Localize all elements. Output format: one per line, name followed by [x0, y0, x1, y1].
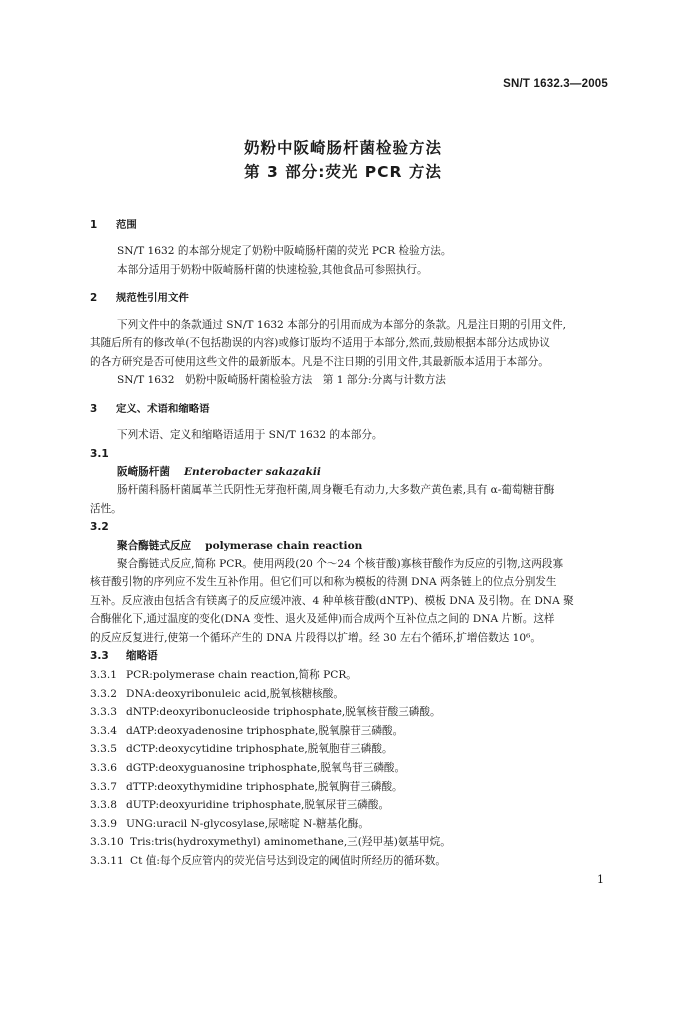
abbreviation-text: DNA:deoxyribonuleic acid,脱氧核糖核酸。 [126, 687, 344, 700]
standard-code: SN/T 1632.3—2005 [503, 78, 608, 90]
abbreviation-number: 3.3.7 [90, 780, 117, 793]
abbreviation-text: dCTP:deoxycytidine triphosphate,脱氧胞苷三磷酸。 [126, 743, 393, 756]
term-chinese: 阪崎肠杆菌 [117, 466, 170, 478]
abbreviation-number: 3.3.10 [90, 836, 124, 849]
definition: 活性。 [90, 503, 122, 515]
abbreviation-item [90, 798, 605, 812]
abbreviation-item [90, 705, 605, 719]
abbreviation-item [90, 817, 605, 831]
abbreviation-item [90, 668, 605, 682]
normative-reference: SN/T 1632 奶粉中阪崎肠杆菌检验方法 第 1 部分:分离与计数方法 [117, 374, 446, 386]
abbreviation-number: 3.3.6 [90, 762, 117, 774]
abbreviation-item [90, 854, 605, 868]
paragraph: 本部分适用于奶粉中阪崎肠杆菌的快速检验,其他食品可参照执行。 [117, 264, 428, 276]
abbreviation-text: dUTP:deoxyuridine triphosphate,脱氧尿苷三磷酸。 [126, 799, 390, 812]
document-subtitle: 第 3 部分:荧光 PCR 方法 [244, 163, 442, 181]
abbreviation-text: dGTP:deoxyguanosine triphosphate,脱氧鸟苷三磷酸。 [126, 762, 406, 774]
abbreviation-number: 3.3.2 [90, 687, 117, 700]
clause-number: 3.1 [90, 448, 109, 460]
section-number: 1 [90, 219, 98, 231]
abbreviation-number: 3.3.11 [90, 855, 124, 867]
abbreviation-number: 3.3.4 [90, 724, 117, 737]
section-1-heading [90, 218, 605, 232]
abbreviation-item [90, 742, 605, 756]
definition: 合酶催化下,通过温度的变化(DNA 变性、退火及延伸)而合成两个互补位点之间的 DNA 片断。这样 [90, 613, 555, 625]
abbreviation-text: PCR:polymerase chain reaction,简称 PCR。 [126, 669, 357, 681]
definition: 的反应反复进行,使第一个循环产生的 DNA 片段得以扩增。经 30 左右个循环,扩增倍数达 10⁶。 [90, 632, 541, 644]
term-english: polymerase chain reaction [205, 540, 363, 552]
abbreviation-item [90, 780, 605, 794]
document-title: 奶粉中阪崎肠杆菌检验方法 [243, 139, 442, 157]
abbreviation-text: dNTP:deoxyribonucleoside triphosphate,脱氧核苷酸三磷酸。 [126, 706, 441, 719]
abbreviation-text: dATP:deoxyadenosine triphosphate,脱氧腺苷三磷酸。 [126, 724, 404, 737]
definition: 聚合酶链式反应,简称 PCR。使用两段(20 个～24 个核苷酸)寡核苷酸作为反应的引物,这两段寡 [117, 558, 564, 570]
section-number: 3 [90, 403, 98, 415]
definition: 互补。反应液由包括含有镁离子的反应缓冲液、4 种单核苷酸(dNTP)、模板 DNA 及引物。在 DNA 聚 [90, 595, 574, 607]
paragraph: 其随后所有的修改单(不包括勘误的内容)或修订版均不适用于本部分,然而,鼓励根据本部分达成协议 [90, 337, 550, 349]
paragraph: 下列术语、定义和缩略语适用于 SN/T 1632 的本部分。 [117, 429, 383, 441]
term-entry [117, 465, 632, 479]
paragraph: SN/T 1632 的本部分规定了奶粉中阪崎肠杆菌的荧光 PCR 检验方法。 [117, 245, 452, 257]
abbreviation-item [90, 687, 605, 701]
abbreviations-heading [90, 649, 605, 663]
definition: 肠杆菌科肠杆菌属革兰氏阴性无芽孢杆菌,周身鞭毛有动力,大多数产黄色素,具有 α-葡萄糖苷酶 [117, 484, 555, 496]
clause-title: 缩略语 [126, 650, 158, 662]
abbreviation-number: 3.3.3 [90, 706, 117, 719]
abbreviation-number: 3.3.1 [90, 669, 117, 681]
section-2-heading [90, 291, 605, 305]
abbreviation-number: 3.3.9 [90, 817, 117, 830]
abbreviation-number: 3.3.5 [90, 743, 117, 756]
abbreviation-text: UNG:uracil N-glycosylase,尿嘧啶 N-糖基化酶。 [126, 817, 369, 830]
abbreviation-item [90, 724, 605, 738]
paragraph: 下列文件中的条款通过 SN/T 1632 本部分的引用而成为本部分的条款。凡是注日期的引用文件, [117, 319, 566, 331]
abbreviation-item [90, 835, 605, 849]
section-title: 规范性引用文件 [116, 292, 189, 304]
page-number: 1 [597, 873, 604, 886]
abbreviation-item [90, 761, 605, 775]
abbreviation-number: 3.3.8 [90, 799, 117, 812]
term-entry [117, 539, 632, 553]
term-chinese: 聚合酶链式反应 [117, 540, 192, 552]
clause-number: 3.2 [90, 521, 109, 533]
section-title: 定义、术语和缩略语 [116, 403, 210, 415]
section-title: 范围 [116, 219, 137, 231]
section-3-heading [90, 402, 605, 416]
abbreviation-text: Tris:tris(hydroxymethyl) aminomethane,三(羟甲基)氨基甲烷。 [130, 836, 451, 849]
term-english: Enterobacter sakazakii [183, 466, 321, 478]
paragraph: 的各方研究是否可使用这些文件的最新版本。凡是不注日期的引用文件,其最新版本适用于本部分。 [90, 356, 549, 368]
abbreviation-text: dTTP:deoxythymidine triphosphate,脱氧胸苷三磷酸。 [126, 780, 403, 793]
abbreviation-text: Ct 值:每个反应管内的荧光信号达到设定的阈值时所经历的循环数。 [130, 855, 446, 867]
section-number: 2 [90, 292, 98, 304]
definition: 核苷酸引物的序列应不发生互补作用。但它们可以和称为模板的待测 DNA 两条链上的位点分别发生 [90, 576, 557, 588]
clause-number: 3.3 [90, 650, 109, 662]
